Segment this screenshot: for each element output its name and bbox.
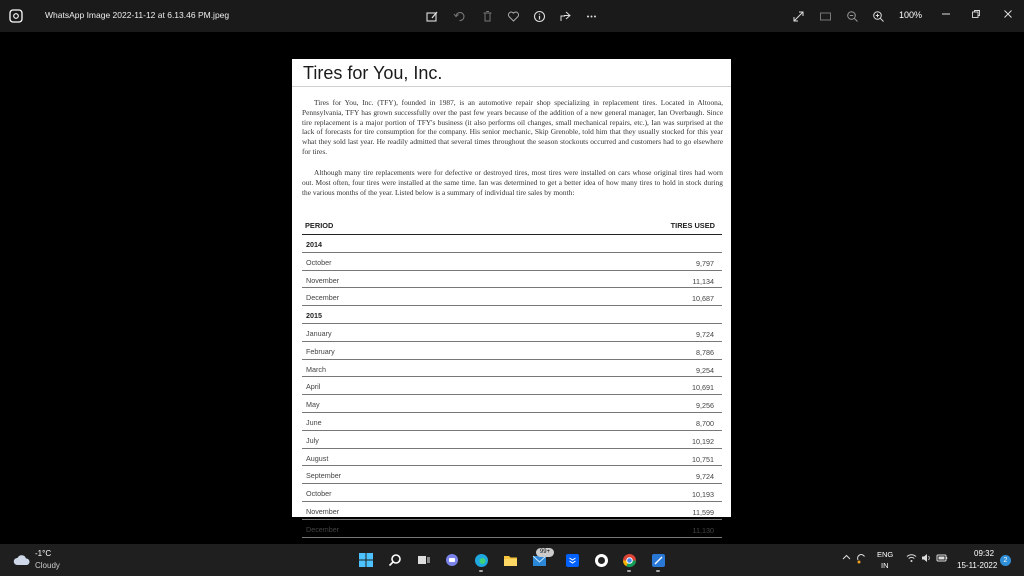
clock-time[interactable]: 09:32 — [974, 549, 995, 558]
battery-icon[interactable] — [936, 553, 948, 565]
table-year-row — [302, 306, 722, 324]
cell-tires-used: 11,130 — [692, 525, 714, 535]
cell-period: July — [306, 435, 319, 445]
table-row — [302, 431, 722, 449]
slideshow-icon[interactable] — [818, 9, 832, 23]
cell-period: May — [306, 400, 320, 410]
document-image — [292, 59, 731, 535]
close-button[interactable] — [999, 6, 1017, 22]
table-row — [302, 288, 722, 306]
snipping-tool-icon[interactable] — [649, 551, 667, 569]
cell-tires-used: 10,751 — [692, 454, 714, 464]
cell-tires-used: 9,724 — [696, 472, 714, 482]
restore-button[interactable] — [967, 6, 985, 22]
cell-period: January — [306, 328, 332, 338]
title-bar — [0, 0, 1024, 32]
mail-badge: 99+ — [536, 548, 554, 557]
cell-period: October — [306, 489, 332, 499]
weather-temperature[interactable]: -1°C — [35, 549, 52, 558]
expand-icon[interactable] — [791, 9, 805, 23]
table-row — [302, 413, 722, 431]
table-row — [302, 449, 722, 467]
cell-period: November — [306, 275, 340, 285]
paragraph-details — [302, 168, 723, 197]
table-row — [302, 253, 722, 271]
cell-tires-used: 9,797 — [696, 258, 714, 268]
cell-tires-used: 11,134 — [692, 276, 714, 286]
rotate-icon[interactable] — [452, 9, 466, 23]
cell-tires-used: 9,256 — [696, 401, 714, 411]
clock-date[interactable]: 15-11-2022 — [957, 561, 998, 570]
cell-period: December — [306, 293, 340, 303]
keyboard-layout-indicator[interactable]: IN — [881, 561, 889, 570]
table-year-row — [302, 235, 722, 253]
table-row — [302, 360, 722, 378]
weather-condition[interactable]: Cloudy — [35, 561, 60, 570]
paragraph-intro — [302, 98, 723, 157]
task-view-icon[interactable] — [415, 551, 433, 569]
table-row — [302, 484, 722, 502]
paragraph-details-text: Although many tire replacements were for defective or destroyed tires, most tires were installed on cars whose original tires had worn out. Most often, four tires were installed at the same time. Ian was determined to get a better idea of how many tires to hold in stock during the various months of the year. Listed below is a summary of individual tire sales by month: — [302, 168, 723, 197]
cell-period: December — [306, 524, 340, 534]
cell-tires-used: 8,700 — [696, 418, 714, 428]
cloud-icon[interactable] — [13, 553, 31, 565]
column-header-period: PERIOD — [305, 221, 334, 230]
search-icon[interactable] — [386, 551, 404, 569]
minimize-button[interactable] — [937, 6, 955, 22]
table-row — [302, 395, 722, 413]
cell-tires-used: 10,687 — [692, 294, 714, 304]
column-header-tires-used: TIRES USED — [670, 221, 715, 230]
edit-image-icon[interactable] — [425, 9, 439, 23]
tire-sales-table — [302, 217, 722, 538]
cell-tires-used: 10,193 — [692, 490, 714, 500]
cell-tires-used: 8,786 — [696, 347, 714, 357]
chrome-icon[interactable] — [620, 551, 638, 569]
taskbar — [0, 544, 1024, 576]
info-icon[interactable] — [532, 9, 546, 23]
chat-icon[interactable] — [443, 551, 461, 569]
table-header — [302, 217, 722, 235]
cell-tires-used: 9,724 — [696, 329, 714, 339]
zoom-level[interactable]: 100% — [899, 10, 923, 20]
table-row — [302, 520, 722, 538]
file-explorer-icon[interactable] — [501, 551, 519, 569]
cell-period: 2015 — [306, 311, 322, 321]
table-body — [302, 235, 722, 538]
image-viewer — [0, 32, 1024, 544]
window-title: WhatsApp Image 2022-11-12 at 6.13.46 PM.jpeg — [45, 10, 230, 20]
cell-period: August — [306, 453, 329, 463]
cell-period: September — [306, 471, 342, 481]
cell-tires-used: 10,192 — [692, 436, 714, 446]
table-row — [302, 466, 722, 484]
chevron-up-icon[interactable] — [842, 553, 851, 564]
cell-period: April — [306, 382, 321, 392]
cell-period: 2014 — [306, 240, 322, 249]
cell-tires-used: 10,691 — [692, 383, 714, 393]
notification-badge[interactable]: 2 — [1000, 555, 1011, 566]
volume-icon[interactable] — [921, 553, 932, 565]
share-icon[interactable] — [558, 9, 572, 23]
wifi-icon[interactable] — [906, 553, 917, 565]
cell-period: June — [306, 417, 322, 427]
table-row — [302, 342, 722, 360]
table-row — [302, 324, 722, 342]
zoom-in-icon[interactable] — [871, 9, 885, 23]
table-row — [302, 502, 722, 520]
dropbox-icon[interactable] — [563, 551, 581, 569]
cell-period: November — [306, 506, 340, 516]
more-icon[interactable] — [584, 9, 598, 23]
github-icon[interactable] — [592, 551, 610, 569]
paragraph-intro-text: Tires for You, Inc. (TFY), founded in 1987, is an automotive repair shop specializing in replacement tires. Located in Altoona, Pennsylvania, TFY has grown successfully over the past few years because of the addition of a new general manager, Ian Overbaugh. Since tire replacement is a major portion of TFY's business (it also performs oil changes, small mechanical repairs, etc.), Ian was surprised at the lack of forecasts for tire consumption for the company. His senior mechanic, Skip Grenoble, told him that they usually stocked for this year what they sold last year. He readily admitted that several times throughout the season stockouts occurred and customers had to go elsewhere for tires. — [302, 98, 723, 156]
sync-icon[interactable] — [856, 553, 867, 566]
table-row — [302, 377, 722, 395]
cell-period: October — [306, 257, 332, 267]
table-row — [302, 271, 722, 289]
favorite-icon[interactable] — [506, 9, 520, 23]
document-title: Tires for You, Inc. — [303, 63, 443, 83]
cell-tires-used: 9,254 — [696, 365, 714, 375]
cell-tires-used: 11,599 — [692, 507, 714, 517]
edge-browser-icon[interactable] — [472, 551, 490, 569]
delete-icon[interactable] — [480, 9, 494, 23]
photos-app-icon — [9, 9, 23, 23]
language-indicator[interactable]: ENG — [877, 550, 894, 559]
title-divider — [292, 86, 731, 87]
start-button[interactable] — [357, 551, 375, 569]
cell-period: February — [306, 346, 335, 356]
zoom-out-icon[interactable] — [845, 9, 859, 23]
cell-period: March — [306, 364, 326, 374]
